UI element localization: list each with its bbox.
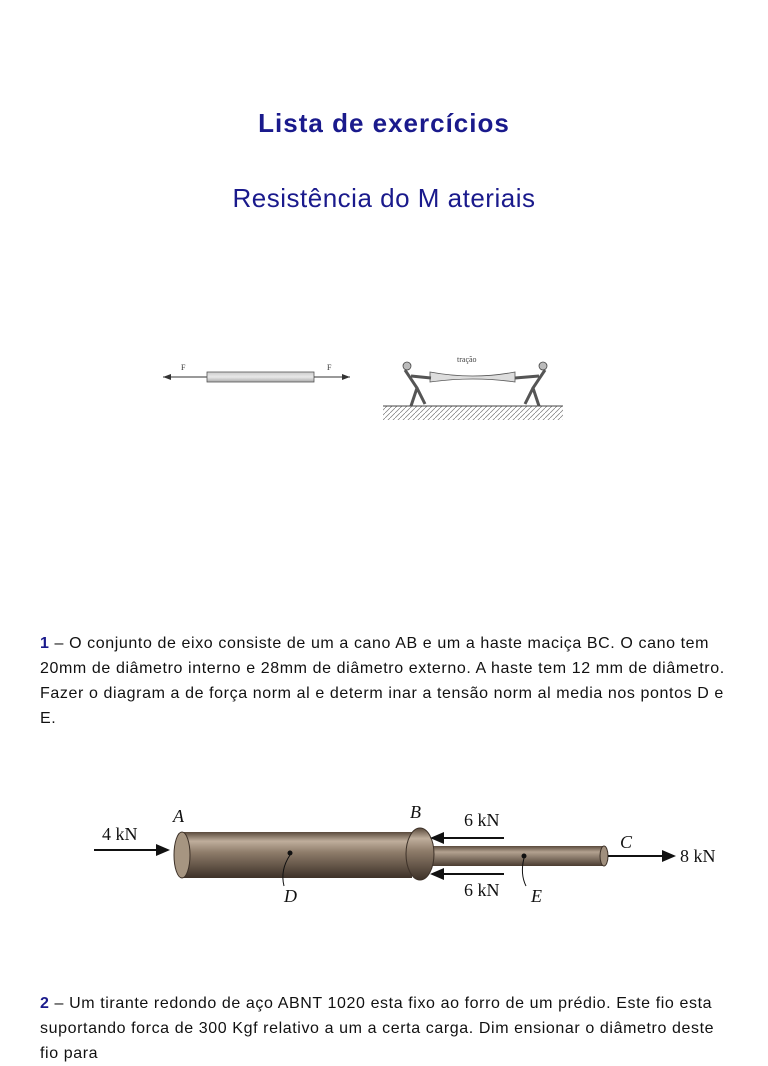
question-2 — [40, 991, 730, 1066]
point-d-label: D — [284, 886, 297, 906]
question-2-number: 2 — [40, 995, 50, 1012]
load-c-label: 8 kN — [680, 846, 716, 866]
load-b-bottom-label: 6 kN — [464, 880, 500, 900]
document-title: Lista de exercícios — [258, 108, 510, 138]
question-1-number: 1 — [40, 635, 50, 652]
shaft-assembly-figure — [90, 798, 730, 910]
rod-bc — [420, 846, 604, 866]
load-b-top-label: 6 kN — [464, 810, 500, 830]
point-e-label: E — [531, 886, 542, 906]
coupling-b — [406, 828, 434, 880]
people-pulling-illustration — [383, 355, 563, 420]
document-subtitle: Resistência do M ateriais — [232, 183, 536, 213]
force-label-right: F — [327, 363, 332, 372]
point-a-label: A — [173, 806, 184, 826]
question-1 — [40, 631, 730, 731]
point-b-label: B — [410, 802, 421, 822]
bar-diagram — [163, 363, 350, 382]
point-c-label: C — [620, 832, 633, 852]
force-label-left: F — [181, 363, 186, 372]
traction-caption: tração — [457, 355, 477, 364]
traction-figure — [155, 348, 570, 426]
question-1-text: – O conjunto de eixo consiste de um a cano AB e um a haste maciça BC. O cano tem 20mm de diâmetro interno e 28mm de diâmetro externo. A haste tem 12 mm de diâmetro. Fazer o diagram a de força norm al e determ inar a tensão norm al media nos pontos D e E. — [40, 635, 725, 727]
tube-ab — [182, 832, 412, 878]
load-a-label: 4 kN — [102, 824, 138, 844]
question-2-text: – Um tirante redondo de aço ABNT 1020 esta fixo ao forro de um prédio. Este fio esta suportando forca de 300 Kgf relativo a um a certa carga. Dim ensionar o diâmetro deste fio para — [40, 995, 715, 1062]
